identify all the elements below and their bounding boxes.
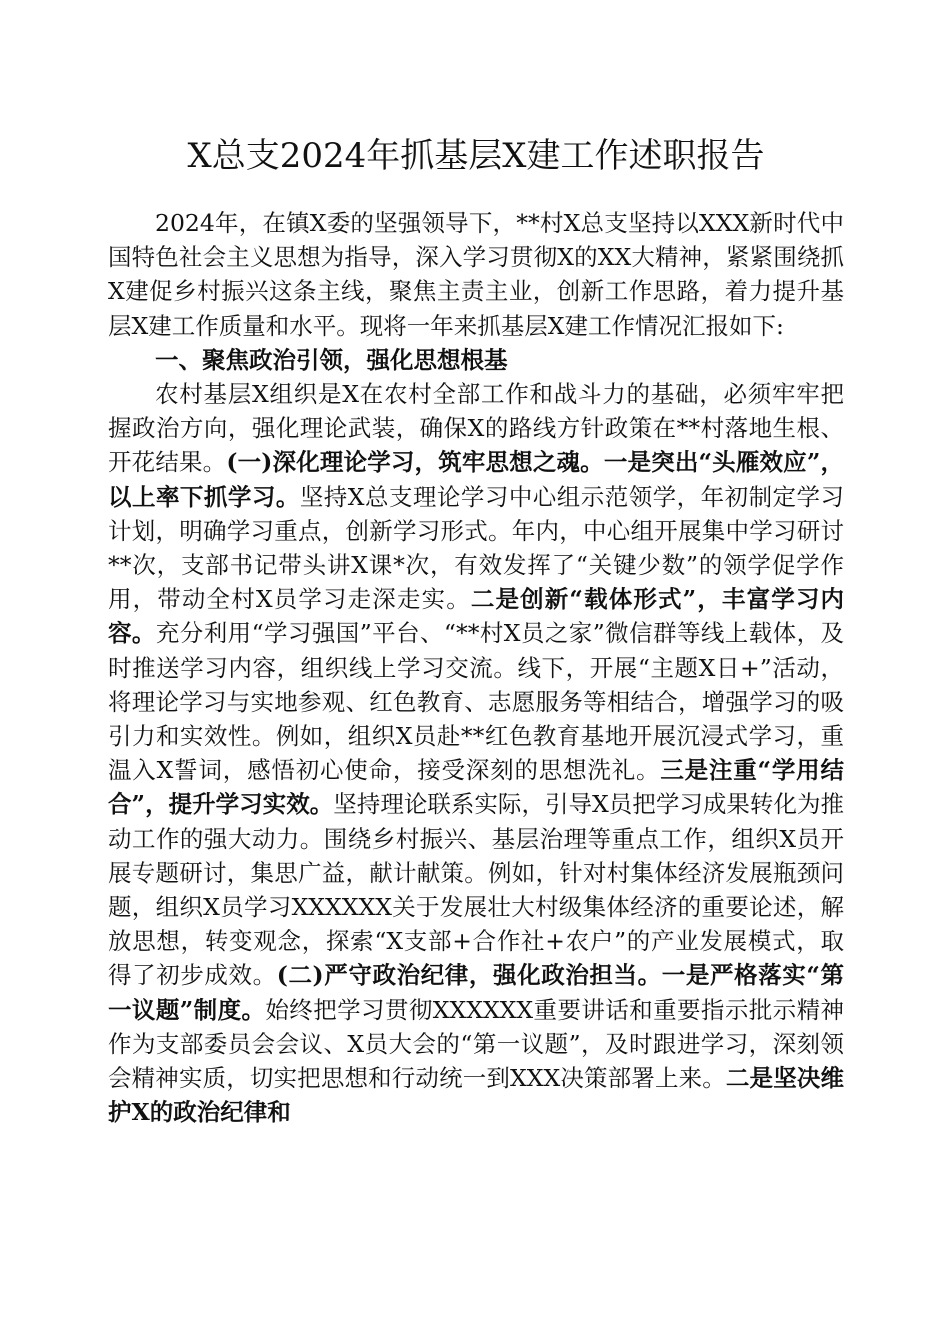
body-text: 充分利用“学习强国”平台、“**村X员之家”微信群等线上载体，及时推送学习内容，组织线上学习交流。线下，开展“主题X日+”活动，将理论学习与实地参观、红色教育、志愿服务等相结合，增强学习的吸引力和实效性。例如，组织X员赴**红色教育基地开展沉浸式学习，重温入X誓词，感悟初心使命，接受深刻的思想洗礼。 (108, 619, 844, 785)
bold-subheading: (一)深化理论学习，筑牢思想之魂。一是突出“头雁效应”，以上率下抓学习。 (108, 448, 845, 511)
document-page (108, 128, 844, 1129)
bold-subheading: 二是创新“载体形式”，丰富学习内容。 (108, 585, 844, 648)
section-1-paragraph (108, 377, 844, 1129)
body-text: 始终把学习贯彻XXXXXX重要讲话和重要指示批示精神作为支部委员会会议、X员大会的“第一议题”，及时跟进学习，深刻领会精神实质，切实把思想和行动统一到XXX决策部署上来。 (108, 995, 844, 1093)
body-text: 坚持X总支理论学习中心组示范领学，年初制定学习计划，明确学习重点，创新学习形式。年内，中心组开展集中学习研讨**次，支部书记带头讲X课*次，有效发挥了“关键少数”的领学促学作用，带动全村X员学习走深走实。 (108, 482, 845, 614)
document-title: X总支2024年抓基层X建工作述职报告 (187, 136, 765, 176)
body-text: 坚持理论联系实际，引导X员把学习成果转化为推动工作的强大动力。围绕乡村振兴、基层治理等重点工作，组织X员开展专题研讨，集思广益，献计献策。例如，针对村集体经济发展瓶颈问题，组织X员学习XXXXXX关于发展壮大村级集体经济的重要论述，解放思想，转变观念，探索“X支部+合作社+农户”的产业发展模式，取得了初步成效。 (108, 790, 844, 990)
body-text: 农村基层X组织是X在农村全部工作和战斗力的基础，必须牢牢把握政治方向，强化理论武装，确保X的路线方针政策在**村落地生根、开花结果。 (108, 380, 844, 477)
bold-subheading: 二是坚决维护X的政治纪律和 (108, 1064, 844, 1127)
section-heading-1: 一、聚焦政治引领，强化思想根基 (155, 345, 508, 374)
intro-paragraph: 2024年，在镇X委的坚强领导下，**村X总支坚持以XXX新时代中国特色社会主义思想为指导，深入学习贯彻X的XX大精神，紧紧围绕抓X建促乡村振兴这条主线，聚焦主责主业，创新工作思路，着力提升基层X建工作质量和水平。现将一年来抓基层X建工作情况汇报如下: (108, 209, 844, 340)
bold-subheading: 三是注重“学用结合”，提升学习实效。 (108, 756, 844, 819)
bold-subheading: (二)严守政治纪律，强化政治担当。一是严格落实“第一议题”制度。 (108, 961, 844, 1024)
